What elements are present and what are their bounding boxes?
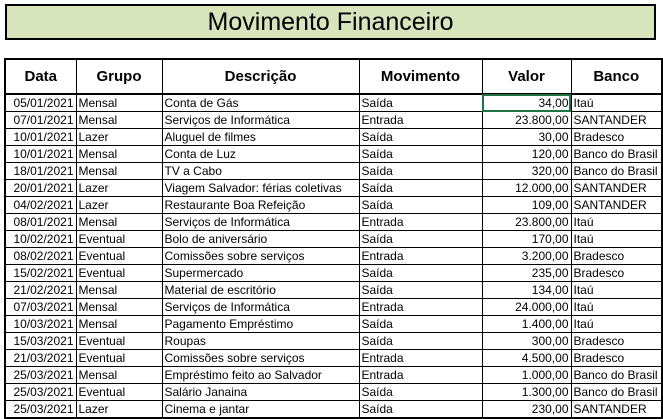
table-row: [5, 350, 662, 367]
group-cell[interactable]: Mensal: [76, 163, 162, 180]
table-row: [5, 214, 662, 231]
movement-cell[interactable]: Saída: [359, 384, 482, 401]
movement-cell[interactable]: Saída: [359, 146, 482, 163]
group-cell[interactable]: Mensal: [76, 94, 162, 112]
financial-table: [4, 58, 663, 419]
group-cell[interactable]: Mensal: [76, 282, 162, 299]
bank-cell[interactable]: Bradesco: [571, 350, 662, 367]
date-cell[interactable]: 10/02/2021: [5, 231, 76, 248]
bank-cell[interactable]: Itaú: [571, 94, 662, 112]
table-row: [5, 265, 662, 282]
group-cell[interactable]: Eventual: [76, 350, 162, 367]
bank-cell[interactable]: SANTANDER: [571, 197, 662, 214]
value-cell[interactable]: 23.800,00: [482, 214, 571, 231]
bank-cell[interactable]: Bradesco: [571, 248, 662, 265]
table-row: [5, 333, 662, 350]
sheet-title: Movimento Financeiro: [5, 4, 656, 40]
date-cell[interactable]: 08/01/2021: [5, 214, 76, 231]
description-cell[interactable]: Serviços de Informática: [162, 112, 359, 129]
table-row: [5, 316, 662, 333]
value-cell[interactable]: 235,00: [482, 265, 571, 282]
header-value[interactable]: Valor: [482, 59, 571, 94]
description-cell[interactable]: Cinema e jantar: [162, 401, 359, 419]
description-cell[interactable]: Conta de Gás: [162, 94, 359, 112]
value-cell[interactable]: 1.300,00: [482, 384, 571, 401]
date-cell[interactable]: 21/03/2021: [5, 350, 76, 367]
table-row: [5, 248, 662, 265]
description-cell[interactable]: Viagem Salvador: férias coletivas: [162, 180, 359, 197]
bank-cell[interactable]: SANTANDER: [571, 401, 662, 419]
description-cell[interactable]: Material de escritório: [162, 282, 359, 299]
value-cell[interactable]: 30,00: [482, 129, 571, 146]
value-cell[interactable]: 24.000,00: [482, 299, 571, 316]
group-cell[interactable]: Eventual: [76, 384, 162, 401]
bank-cell[interactable]: Itaú: [571, 316, 662, 333]
description-cell[interactable]: Supermercado: [162, 265, 359, 282]
table-row: [5, 401, 662, 419]
movement-cell[interactable]: Saída: [359, 333, 482, 350]
movement-cell[interactable]: Entrada: [359, 299, 482, 316]
movement-cell[interactable]: Entrada: [359, 367, 482, 384]
date-cell[interactable]: 25/03/2021: [5, 384, 76, 401]
group-cell[interactable]: Lazer: [76, 180, 162, 197]
movement-cell[interactable]: Saída: [359, 163, 482, 180]
bank-cell[interactable]: Itaú: [571, 282, 662, 299]
value-cell[interactable]: 300,00: [482, 333, 571, 350]
bank-cell[interactable]: Bradesco: [571, 265, 662, 282]
description-cell[interactable]: Salário Janaina: [162, 384, 359, 401]
date-cell[interactable]: 20/01/2021: [5, 180, 76, 197]
description-cell[interactable]: Conta de Luz: [162, 146, 359, 163]
value-cell[interactable]: 320,00: [482, 163, 571, 180]
header-group[interactable]: Grupo: [76, 59, 162, 94]
movement-cell[interactable]: Entrada: [359, 350, 482, 367]
movement-cell[interactable]: Saída: [359, 401, 482, 419]
date-cell[interactable]: 21/02/2021: [5, 282, 76, 299]
value-cell[interactable]: 170,00: [482, 231, 571, 248]
header-bank[interactable]: Banco: [571, 59, 662, 94]
table-row: [5, 367, 662, 384]
value-cell[interactable]: 1.400,00: [482, 316, 571, 333]
bank-cell[interactable]: Itaú: [571, 299, 662, 316]
table-row: [5, 282, 662, 299]
group-cell[interactable]: Eventual: [76, 265, 162, 282]
header-movement[interactable]: Movimento: [359, 59, 482, 94]
date-cell[interactable]: 25/03/2021: [5, 401, 76, 419]
table-row: [5, 94, 662, 112]
movement-cell[interactable]: Entrada: [359, 112, 482, 129]
group-cell[interactable]: Mensal: [76, 146, 162, 163]
table-row: [5, 231, 662, 248]
movement-cell[interactable]: Saída: [359, 129, 482, 146]
value-cell[interactable]: 23.800,00: [482, 112, 571, 129]
description-cell[interactable]: Comissões sobre serviços: [162, 248, 359, 265]
description-cell[interactable]: TV a Cabo: [162, 163, 359, 180]
header-row: [5, 59, 662, 94]
movement-cell[interactable]: Saída: [359, 197, 482, 214]
description-cell[interactable]: Restaurante Boa Refeição: [162, 197, 359, 214]
date-cell[interactable]: 10/01/2021: [5, 146, 76, 163]
group-cell[interactable]: Eventual: [76, 333, 162, 350]
group-cell[interactable]: Lazer: [76, 129, 162, 146]
date-cell[interactable]: 07/03/2021: [5, 299, 76, 316]
bank-cell[interactable]: Banco do Brasil: [571, 146, 662, 163]
header-description[interactable]: Descrição: [162, 59, 359, 94]
movement-cell[interactable]: Saída: [359, 94, 482, 112]
movement-cell[interactable]: Saída: [359, 316, 482, 333]
description-cell[interactable]: Aluguel de filmes: [162, 129, 359, 146]
description-cell[interactable]: Pagamento Empréstimo: [162, 316, 359, 333]
group-cell[interactable]: Mensal: [76, 214, 162, 231]
table-row: [5, 129, 662, 146]
value-cell[interactable]: 120,00: [482, 146, 571, 163]
date-cell[interactable]: 10/01/2021: [5, 129, 76, 146]
bank-cell[interactable]: SANTANDER: [571, 112, 662, 129]
date-cell[interactable]: 07/01/2021: [5, 112, 76, 129]
table-row: [5, 299, 662, 316]
description-cell[interactable]: Serviços de Informática: [162, 214, 359, 231]
date-cell[interactable]: 10/03/2021: [5, 316, 76, 333]
movement-cell[interactable]: Saída: [359, 265, 482, 282]
date-cell[interactable]: 08/02/2021: [5, 248, 76, 265]
group-cell[interactable]: Mensal: [76, 316, 162, 333]
date-cell[interactable]: 15/02/2021: [5, 265, 76, 282]
description-cell[interactable]: Bolo de aniversário: [162, 231, 359, 248]
header-date[interactable]: Data: [5, 59, 76, 94]
bank-cell[interactable]: SANTANDER: [571, 180, 662, 197]
table-row: [5, 384, 662, 401]
group-cell[interactable]: Mensal: [76, 367, 162, 384]
movement-cell[interactable]: Saída: [359, 180, 482, 197]
bank-cell[interactable]: Banco do Brasil: [571, 367, 662, 384]
description-cell[interactable]: Empréstimo feito ao Salvador: [162, 367, 359, 384]
table-row: [5, 146, 662, 163]
group-cell[interactable]: Mensal: [76, 112, 162, 129]
value-cell[interactable]: 134,00: [482, 282, 571, 299]
value-cell[interactable]: 1.000,00: [482, 367, 571, 384]
table-row: [5, 163, 662, 180]
group-cell[interactable]: Lazer: [76, 401, 162, 419]
date-cell[interactable]: 25/03/2021: [5, 367, 76, 384]
bank-cell[interactable]: Bradesco: [571, 129, 662, 146]
bank-cell[interactable]: Bradesco: [571, 333, 662, 350]
value-cell[interactable]: 12.000,00: [482, 180, 571, 197]
date-cell[interactable]: 15/03/2021: [5, 333, 76, 350]
value-cell[interactable]: 230,00: [482, 401, 571, 419]
movement-cell[interactable]: Saída: [359, 282, 482, 299]
bank-cell[interactable]: Itaú: [571, 231, 662, 248]
group-cell[interactable]: Lazer: [76, 197, 162, 214]
date-cell[interactable]: 04/02/2021: [5, 197, 76, 214]
description-cell[interactable]: Roupas: [162, 333, 359, 350]
table-row: [5, 180, 662, 197]
group-cell[interactable]: Eventual: [76, 248, 162, 265]
bank-cell[interactable]: Itaú: [571, 214, 662, 231]
group-cell[interactable]: Mensal: [76, 299, 162, 316]
table-row: [5, 112, 662, 129]
bank-cell[interactable]: Banco do Brasil: [571, 163, 662, 180]
value-cell[interactable]: 34,00: [482, 94, 571, 112]
value-cell[interactable]: 3.200,00: [482, 248, 571, 265]
movement-cell[interactable]: Saída: [359, 231, 482, 248]
description-cell[interactable]: Comissões sobre serviços: [162, 350, 359, 367]
movement-cell[interactable]: Entrada: [359, 248, 482, 265]
movement-cell[interactable]: Entrada: [359, 214, 482, 231]
date-cell[interactable]: 05/01/2021: [5, 94, 76, 112]
bank-cell[interactable]: Banco do Brasil: [571, 384, 662, 401]
description-cell[interactable]: Serviços de Informática: [162, 299, 359, 316]
group-cell[interactable]: Eventual: [76, 231, 162, 248]
value-cell[interactable]: 109,00: [482, 197, 571, 214]
date-cell[interactable]: 18/01/2021: [5, 163, 76, 180]
table-row: [5, 197, 662, 214]
value-cell[interactable]: 4.500,00: [482, 350, 571, 367]
